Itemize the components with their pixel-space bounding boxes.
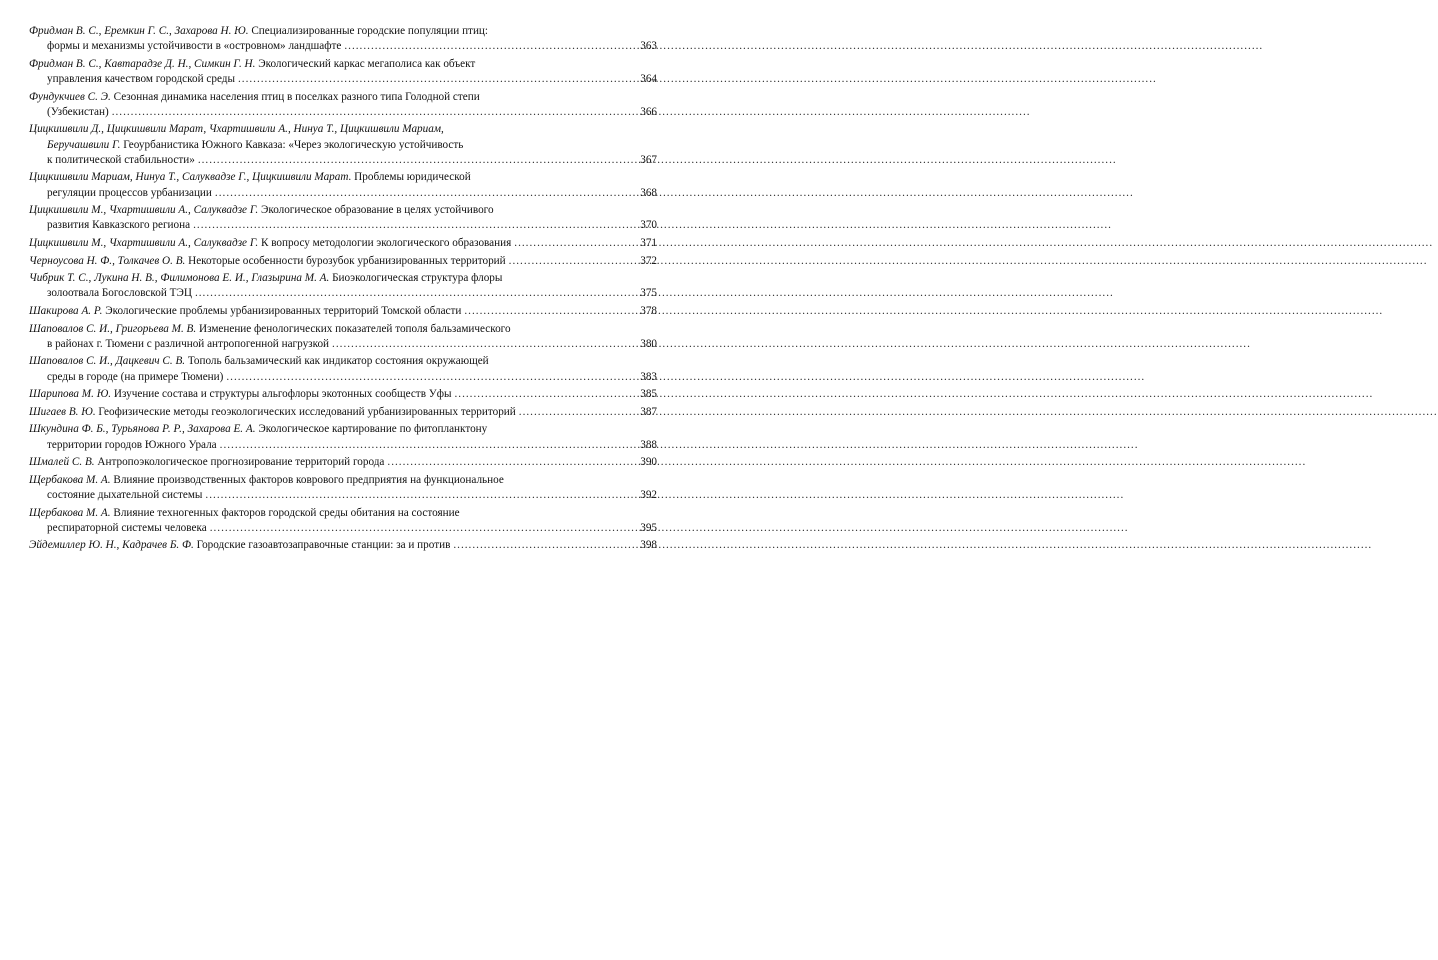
entry-authors: Фридман В. С., Кавтарадзе Д. Н., Симкин Г. Н. bbox=[29, 57, 256, 70]
toc-line bbox=[29, 506, 657, 521]
entry-title: респираторной системы человека bbox=[47, 521, 207, 534]
toc-entry bbox=[29, 236, 657, 251]
dot-leader bbox=[220, 438, 628, 453]
page-number: 375 bbox=[640, 287, 657, 300]
entry-authors: Щербакова М. А. bbox=[29, 506, 111, 519]
table-of-contents bbox=[29, 24, 657, 556]
page-number: 364 bbox=[640, 73, 657, 85]
entry-title: (Узбекистан) bbox=[47, 105, 109, 118]
page-number: 363 bbox=[640, 40, 657, 53]
dot-leader bbox=[387, 455, 628, 470]
entry-authors: Эйдемиллер Ю. Н., Кадрачев Б. Ф. bbox=[29, 539, 194, 552]
dot-leader bbox=[519, 405, 628, 420]
dot-leader bbox=[509, 254, 628, 269]
dot-leader bbox=[344, 39, 628, 54]
entry-authors: Беручашвили Г. bbox=[47, 138, 121, 151]
toc-entry bbox=[29, 254, 657, 269]
dot-leader bbox=[238, 72, 628, 87]
toc-line bbox=[29, 24, 657, 39]
toc-line bbox=[29, 354, 657, 369]
toc-entry bbox=[29, 122, 657, 168]
toc-entry bbox=[29, 203, 657, 233]
entry-authors: Шмалей С. В. bbox=[29, 456, 95, 469]
entry-title: Экологическое картирование по фитопланктону bbox=[258, 423, 488, 436]
toc-line bbox=[29, 90, 657, 105]
dot-leader bbox=[195, 286, 628, 301]
page-number: 387 bbox=[640, 405, 657, 418]
entry-authors: Щербакова М. А. bbox=[29, 473, 111, 486]
dot-leader bbox=[215, 186, 628, 201]
toc-line bbox=[29, 521, 657, 536]
entry-title: Геофизические методы геоэкологических исследований урбанизированных территорий bbox=[98, 405, 516, 418]
toc-entry bbox=[29, 271, 657, 301]
entry-title: Геоурбанистика Южного Кавказа: «Через экологическую устойчивость bbox=[123, 138, 464, 151]
entry-title: Проблемы юридической bbox=[354, 171, 471, 184]
toc-line bbox=[29, 236, 657, 251]
toc-line bbox=[29, 72, 657, 87]
entry-title: регуляции процессов урбанизации bbox=[47, 186, 212, 199]
entry-authors: Шаповалов С. И., Григорьева М. В. bbox=[29, 322, 197, 335]
toc-line bbox=[29, 254, 657, 269]
toc-line bbox=[29, 304, 657, 319]
toc-entry bbox=[29, 387, 657, 402]
toc-entry bbox=[29, 170, 657, 200]
page-number: 398 bbox=[640, 539, 657, 552]
dot-leader bbox=[454, 387, 628, 402]
dot-leader bbox=[193, 218, 628, 233]
entry-authors: Цицкишвили М., Чхартишвили А., Салуквадзе Г. bbox=[29, 204, 259, 217]
toc-line bbox=[29, 138, 657, 153]
entry-title: Городские газоавтозаправочные станции: за и против bbox=[196, 539, 451, 552]
toc-line bbox=[29, 203, 657, 218]
entry-authors: Цицкишвили Мариам, Нинуа Т., Салуквадзе Г., Цицкишвили Марат. bbox=[29, 171, 352, 184]
entry-title: состояние дыхательной системы bbox=[47, 488, 203, 501]
toc-line bbox=[29, 218, 657, 233]
dot-leader bbox=[112, 105, 628, 120]
page-number: 368 bbox=[640, 186, 657, 199]
page-number: 390 bbox=[640, 456, 657, 469]
toc-entry bbox=[29, 354, 657, 384]
entry-title: Антропоэкологическое прогнозирование территорий города bbox=[97, 456, 385, 469]
dot-leader bbox=[198, 153, 628, 168]
dot-leader bbox=[464, 304, 628, 319]
toc-line bbox=[29, 286, 657, 301]
entry-title: Некоторые особенности бурозубок урбанизированных территорий bbox=[188, 254, 506, 267]
toc-entry bbox=[29, 322, 657, 352]
entry-title: Изменение фенологических показателей тополя бальзамического bbox=[198, 322, 511, 335]
entry-title: формы и механизмы устойчивости в «островном» ландшафте bbox=[47, 40, 342, 53]
page-number: 378 bbox=[640, 304, 657, 317]
toc-line bbox=[29, 122, 657, 137]
toc-line bbox=[29, 387, 657, 402]
entry-title: в районах г. Тюмени с различной антропогенной нагрузкой bbox=[47, 337, 330, 350]
toc-line bbox=[29, 322, 657, 337]
entry-title: Специализированные городские популяции птиц: bbox=[251, 25, 489, 37]
entry-title: Биоэкологическая структура флоры bbox=[332, 272, 503, 285]
dot-leader bbox=[226, 370, 628, 385]
entry-title: управления качеством городской среды bbox=[47, 73, 235, 85]
entry-authors: Шарипова М. Ю. bbox=[29, 388, 112, 401]
toc-entry bbox=[29, 405, 657, 420]
toc-line bbox=[29, 271, 657, 286]
entry-authors: Черноусова Н. Ф., Толкачев О. В. bbox=[29, 254, 186, 267]
entry-authors: Шигаев В. Ю. bbox=[29, 405, 96, 418]
entry-title: среды в городе (на примере Тюмени) bbox=[47, 370, 224, 383]
toc-line bbox=[29, 473, 657, 488]
toc-line bbox=[29, 488, 657, 503]
toc-line bbox=[29, 422, 657, 437]
entry-authors: Шаповалов С. И., Дацкевич С. В. bbox=[29, 355, 186, 368]
page-number: 371 bbox=[640, 236, 657, 249]
dot-leader bbox=[453, 538, 628, 553]
toc-line bbox=[29, 370, 657, 385]
page-number: 380 bbox=[640, 337, 657, 350]
toc-line bbox=[29, 455, 657, 470]
entry-authors: Цицкишвили М., Чхартишвили А., Салуквадзе Г. bbox=[29, 236, 259, 249]
toc-line bbox=[29, 186, 657, 201]
toc-entry bbox=[29, 57, 657, 87]
entry-title: Экологические проблемы урбанизированных территорий Томской области bbox=[105, 304, 462, 317]
toc-line bbox=[29, 153, 657, 168]
entry-title: Изучение состава и структуры альгофлоры экотонных сообществ Уфы bbox=[113, 388, 452, 401]
page-number: 383 bbox=[640, 370, 657, 383]
toc-entry bbox=[29, 506, 657, 536]
entry-authors: Фридман В. С., Еремкин Г. С., Захарова Н. Ю. bbox=[29, 25, 249, 37]
toc-entry bbox=[29, 90, 657, 120]
entry-authors: Чибрик Т. С., Лукина Н. В., Филимонова Е. И., Глазырина М. А. bbox=[29, 272, 330, 285]
entry-authors: Цицкишвили Д., Цицкишвили Марат, Чхартишвили А., Нинуа Т., Цицкишвили Мариам, bbox=[29, 123, 444, 136]
toc-line bbox=[29, 170, 657, 185]
entry-authors: Шкундина Ф. Б., Турьянова Р. Р., Захарова Е. А. bbox=[29, 423, 256, 436]
toc-line bbox=[29, 438, 657, 453]
entry-title: территории городов Южного Урала bbox=[47, 438, 217, 451]
toc-entry bbox=[29, 304, 657, 319]
entry-title: Влияние производственных факторов коврового предприятия на функциональное bbox=[113, 473, 504, 486]
toc-line bbox=[29, 405, 657, 420]
dot-leader bbox=[210, 521, 628, 536]
page-number: 367 bbox=[640, 153, 657, 166]
entry-title: к политической стабильности» bbox=[47, 153, 195, 166]
entry-title: К вопросу методологии экологического образования bbox=[260, 236, 512, 249]
entry-title: Влияние техногенных факторов городской среды обитания на состояние bbox=[113, 506, 460, 519]
entry-title: Сезонная динамика населения птиц в поселках разного типа Голодной степи bbox=[113, 90, 480, 103]
page-number: 385 bbox=[640, 388, 657, 401]
dot-leader bbox=[514, 236, 628, 251]
toc-entry bbox=[29, 422, 657, 452]
toc-line bbox=[29, 105, 657, 120]
entry-authors: Фундукчиев С. Э. bbox=[29, 90, 111, 103]
entry-title: Экологический каркас мегаполиса как объект bbox=[258, 57, 476, 70]
entry-title: золоотвала Богословской ТЭЦ bbox=[47, 287, 192, 300]
page-number: 366 bbox=[640, 105, 657, 118]
entry-authors: Шакирова А. Р. bbox=[29, 304, 103, 317]
toc-entry bbox=[29, 538, 657, 553]
toc-line bbox=[29, 337, 657, 352]
toc-entry bbox=[29, 24, 657, 54]
page-number: 370 bbox=[640, 219, 657, 232]
entry-title: Экологическое образование в целях устойчивого bbox=[260, 204, 494, 217]
toc-line bbox=[29, 538, 657, 553]
dot-leader bbox=[332, 337, 628, 352]
page-number: 392 bbox=[640, 488, 657, 501]
toc-line bbox=[29, 57, 657, 72]
page-number: 388 bbox=[640, 438, 657, 451]
toc-entry bbox=[29, 473, 657, 503]
page-number: 395 bbox=[640, 521, 657, 534]
page-number: 372 bbox=[640, 254, 657, 267]
toc-line bbox=[29, 39, 657, 54]
entry-title: развития Кавказского региона bbox=[47, 219, 191, 232]
entry-title: Тополь бальзамический как индикатор состояния окружающей bbox=[187, 355, 489, 368]
toc-entry bbox=[29, 455, 657, 470]
dot-leader bbox=[205, 488, 628, 503]
